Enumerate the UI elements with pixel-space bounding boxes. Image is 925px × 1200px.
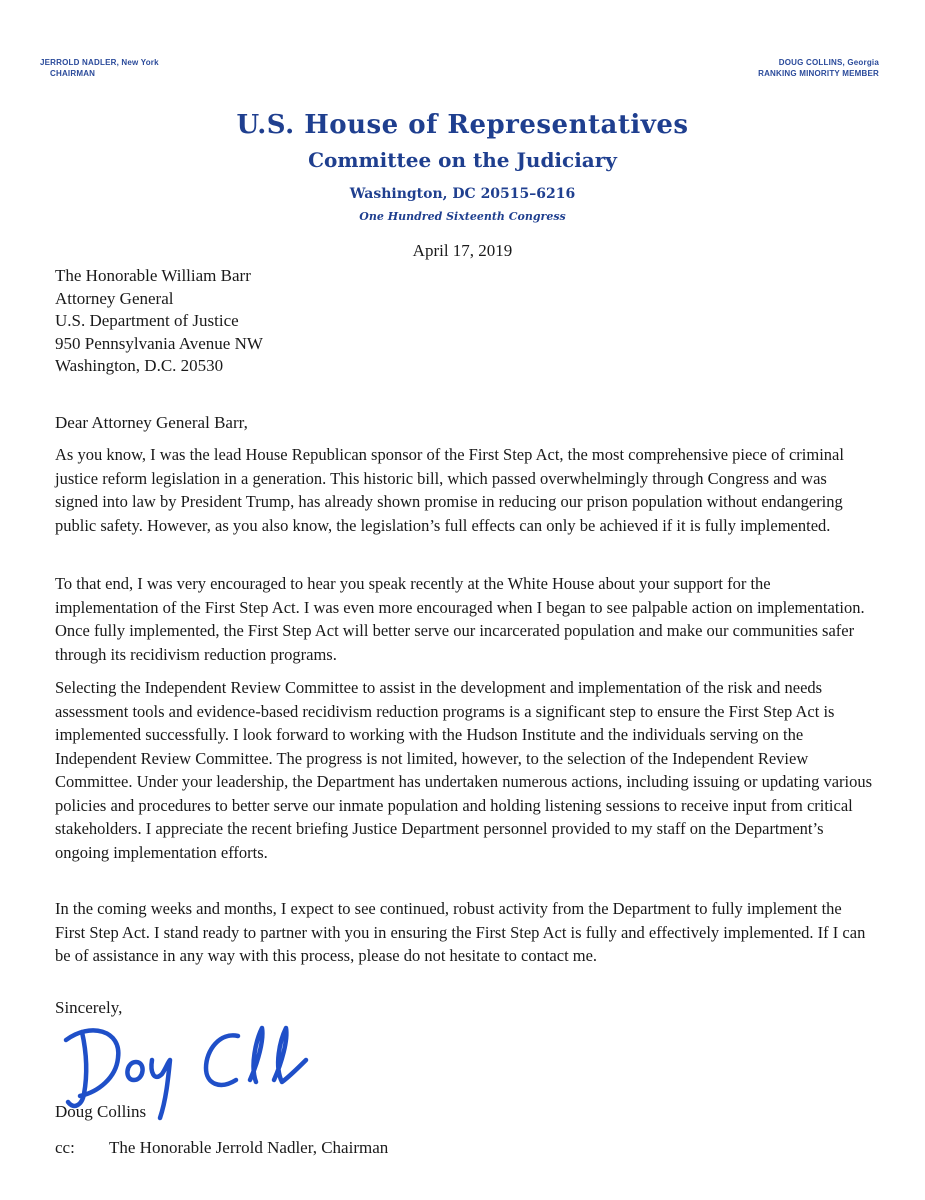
body-paragraph: As you know, I was the lead House Republican sponsor of the First Step Act, the most comprehensive piece of criminal justice reform legislation in a generation. This historic bill, which passed overwhelmingly through Congress and was signed into law by President Trump, has already shown promise in reducing our prison population without endangering public safety. However, as you also know, the legislation’s full effects can only be achieved if it is fully implemented. xyxy=(55,445,844,535)
body-paragraph: In the coming weeks and months, I expect to see continued, robust activity from the Department to fully implement the First Step Act. I stand ready to partner with you in ensuring the First Step Act is fully and effectively implemented. If I can be of assistance in any way with this process, please do not hesitate to contact me. xyxy=(55,899,866,965)
recipient-line: 950 Pennsylvania Avenue NW xyxy=(55,333,263,353)
letterhead-right-member xyxy=(758,57,879,79)
committee-name: Committee on the Judiciary xyxy=(308,148,617,172)
body-paragraph: To that end, I was very encouraged to hear you speak recently at the White House about your support for the implementation of the First Step Act. I was even more encouraged when I began to see palpable action on implementation. Once fully implemented, the First Step Act will better serve our incarcerated population and make our communities safer through its recidivism reduction programs. xyxy=(55,574,865,664)
recipient-line: U.S. Department of Justice xyxy=(55,311,239,330)
cc-recipient: The Honorable Jerrold Nadler, Chairman xyxy=(109,1138,389,1157)
signer-name: Doug Collins xyxy=(55,1102,147,1121)
cc-label: cc: xyxy=(55,1138,75,1157)
letter-date: April 17, 2019 xyxy=(412,241,513,260)
ranking-member-name: DOUG COLLINS, Georgia xyxy=(778,58,879,67)
recipient-line: Attorney General xyxy=(55,288,174,308)
chairman-role: CHAIRMAN xyxy=(50,69,96,78)
letterhead-left-member xyxy=(40,57,159,79)
closing: Sincerely, xyxy=(55,998,123,1017)
recipient-address xyxy=(55,265,263,378)
house-title: U.S. House of Representatives xyxy=(236,110,689,140)
ranking-member-role: RANKING MINORITY MEMBER xyxy=(758,69,879,78)
congress-line: One Hundred Sixteenth Congress xyxy=(359,210,566,223)
recipient-line: Washington, D.C. 20530 xyxy=(55,356,224,375)
chairman-name: JERROLD NADLER, New York xyxy=(40,58,159,67)
body-paragraph: Selecting the Independent Review Committee to assist in the development and implementation of the risk and needs assessment tools and evidence-based recidivism reduction programs is a significant step to ensure the First Step Act is implemented successfully. I look forward to working with the Hudson Institute and the individuals serving on the Independent Review Committee. The progress is not limited, however, to the selection of the Independent Review Committee. Under your leadership, the Department has undertaken numerous actions, including issuing or updating various policies and procedures to better serve our inmate population and holding listening sessions to receive input from critical stakeholders. I appreciate the recent briefing Justice Department personnel provided to my staff on the Department’s ongoing implementation efforts. xyxy=(55,678,873,862)
recipient-line: The Honorable William Barr xyxy=(55,266,251,285)
committee-address: Washington, DC 20515–6216 xyxy=(349,186,576,202)
salutation: Dear Attorney General Barr, xyxy=(55,413,248,432)
carbon-copy xyxy=(55,1138,388,1158)
